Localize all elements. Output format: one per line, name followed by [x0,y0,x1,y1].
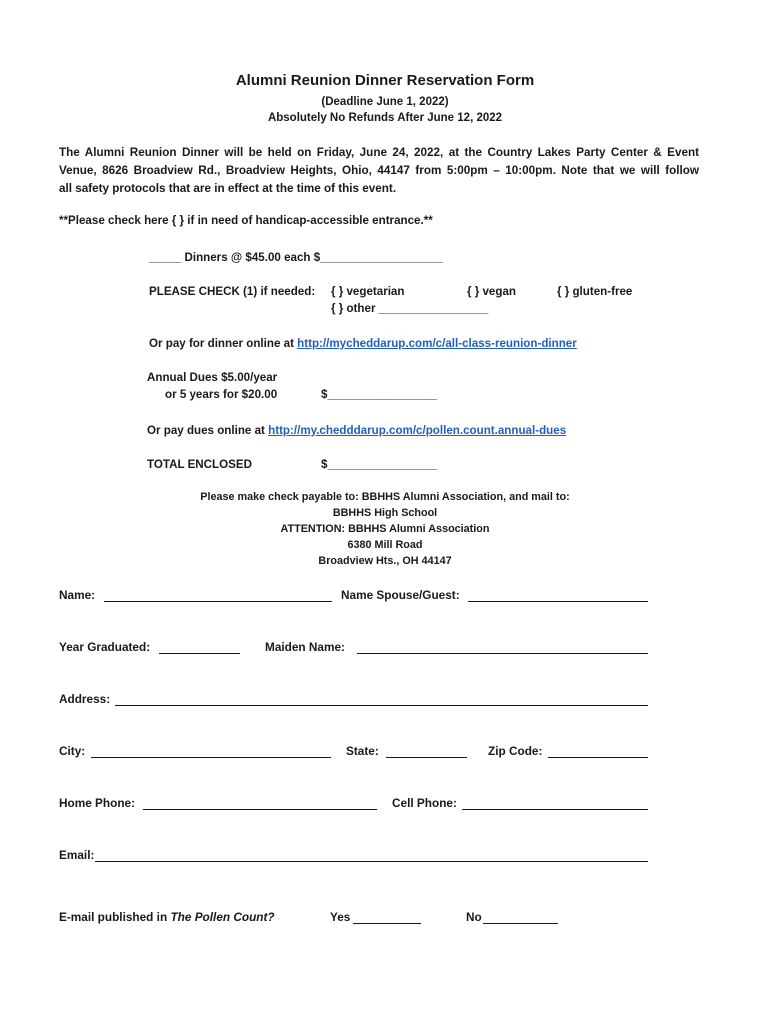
email-input[interactable] [95,861,648,862]
spouse-input[interactable] [468,601,648,602]
deadline-text: (Deadline June 1, 2022) [321,96,449,108]
maiden-name-label: Maiden Name: [265,640,345,654]
five-year-dues-label: or 5 years for $20.00 [165,388,278,401]
handicap-checkbox-text[interactable]: **Please check here { } if in need of handicap-accessible entrance.** [59,214,433,227]
name-input[interactable] [104,601,332,602]
meal-options-label: PLEASE CHECK (1) if needed: [149,285,316,298]
publish-email-question [59,910,275,924]
newsletter-title: The Pollen Count? [170,910,275,924]
publish-no-input[interactable] [483,923,558,924]
dinner-payment-link[interactable]: http://mycheddarup.com/c/all-class-reunion-dinner [297,337,577,350]
zip-input[interactable] [548,757,648,758]
maiden-name-input[interactable] [357,653,648,654]
gluten-free-checkbox[interactable]: { } gluten-free [557,285,633,298]
home-phone-label: Home Phone: [59,796,136,810]
city-label: City: [59,744,86,758]
dinner-count-field[interactable]: _____ [149,251,182,264]
mailing-street: 6380 Mill Road [347,539,423,551]
name-label: Name: [59,588,96,602]
total-enclosed-label: TOTAL ENCLOSED [147,458,252,471]
publish-label: E-mail published in [59,910,171,924]
publish-no-label: No [466,910,482,924]
vegetarian-checkbox[interactable]: { } vegetarian [331,285,405,298]
event-description [59,144,699,198]
state-label: State: [346,744,379,758]
event-description-line: The Alumni Reunion Dinner will be held on Friday, June 24, 2022, at the Country Lakes Party Center & Event [59,146,699,159]
mailing-attention: ATTENTION: BBHHS Alumni Association [280,523,490,535]
year-graduated-input[interactable] [159,653,240,654]
dinners-line [149,251,443,264]
address-label: Address: [59,692,111,706]
mailing-school: BBHHS High School [332,507,438,519]
publish-yes-input[interactable] [353,923,421,924]
event-description-line: Venue, 8626 Broadview Rd., Broadview Heights, Ohio, 44147 from 5:00pm – 10:00pm. Note that we will follow [59,164,699,177]
mailing-city: Broadview Hts., OH 44147 [318,555,452,567]
dinner-price-label: Dinners @ $45.00 each $ [181,251,321,264]
dues-amount-field[interactable]: $_________________ [321,388,438,401]
cell-phone-label: Cell Phone: [392,796,457,810]
total-amount-field[interactable]: $_________________ [321,458,438,471]
dinner-amount-field[interactable]: ___________________ [320,251,443,264]
email-label: Email: [59,848,95,862]
state-input[interactable] [386,757,467,758]
cell-phone-input[interactable] [462,809,648,810]
spouse-label: Name Spouse/Guest: [341,588,460,602]
mailing-instructions: Please make check payable to: BBHHS Alumni Association, and mail to: [200,491,570,503]
other-checkbox[interactable]: { } other _________________ [331,302,489,315]
dues-online-text [147,424,566,437]
address-input[interactable] [115,705,648,706]
zip-label: Zip Code: [488,744,543,758]
dues-payment-link[interactable]: http://my.chedddarup.com/c/pollen.count.annual-dues [268,424,567,437]
event-description-line: all safety protocols that are in effect at the time of this event. [59,182,397,195]
dinner-online-label: Or pay for dinner online at [149,337,298,350]
form-title: Alumni Reunion Dinner Reservation Form [235,72,535,89]
dues-online-label: Or pay dues online at [147,424,269,437]
publish-yes-label: Yes [330,910,351,924]
home-phone-input[interactable] [143,809,377,810]
refund-policy-text: Absolutely No Refunds After June 12, 2022 [267,112,503,124]
city-input[interactable] [91,757,331,758]
dinner-online-text [149,337,577,350]
vegan-checkbox[interactable]: { } vegan [467,285,516,298]
annual-dues-label: Annual Dues $5.00/year [147,371,278,384]
year-graduated-label: Year Graduated: [59,640,151,654]
